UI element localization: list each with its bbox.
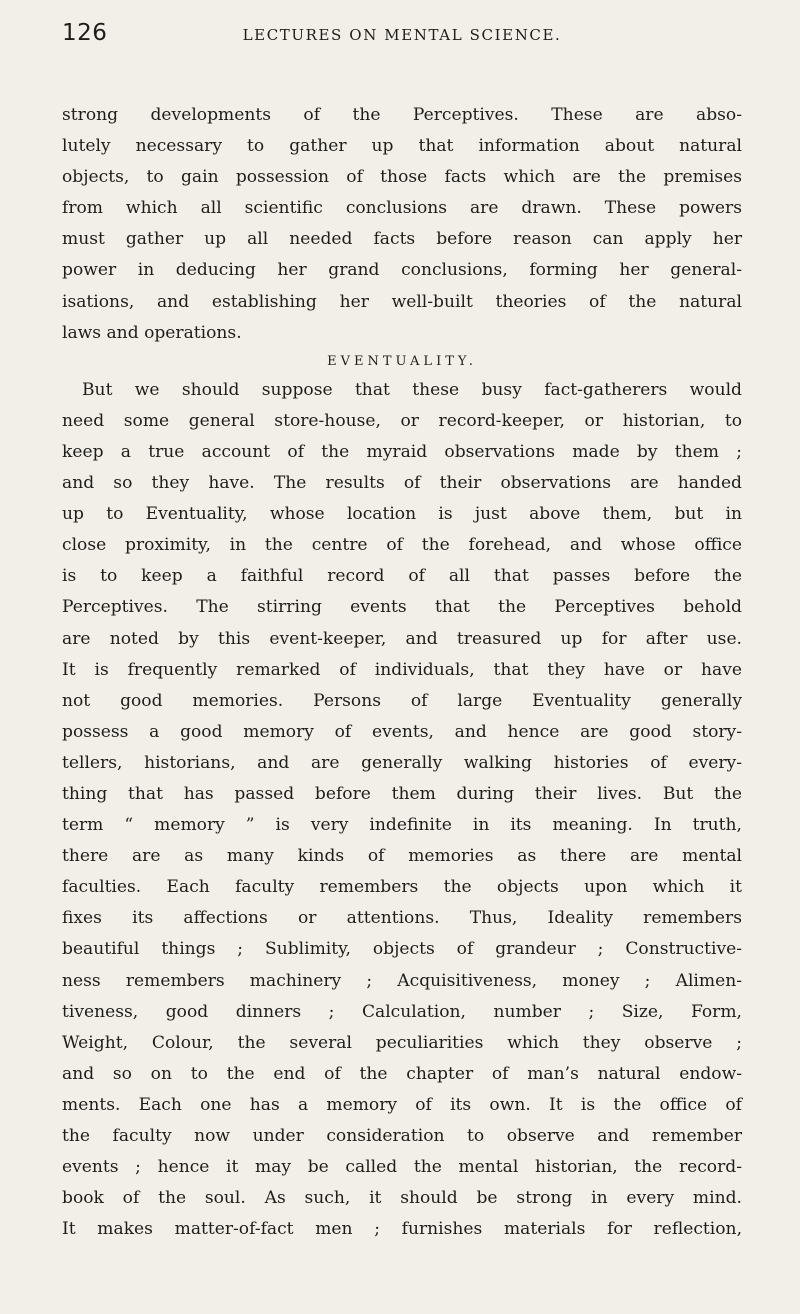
text-line: up to Eventuality, whose location is just above them, but in (62, 504, 742, 525)
text-line: ness remembers machinery ; Acquisitiveness, money ; Alimen- (62, 970, 742, 991)
text-line: term “ memory ” is very indefinite in its meaning. In truth, (62, 815, 742, 836)
text-line: tellers, historians, and are generally walking histories of every- (62, 752, 742, 773)
running-title: LECTURES ON MENTAL SCIENCE. (242, 26, 562, 44)
text-line: objects, to gain possession of those facts which are the premises (62, 167, 742, 188)
text-line: and so they have. The results of their observations are handed (62, 473, 742, 494)
section-heading: EVENTUALITY. (327, 353, 477, 369)
text-line: strong developments of the Perceptives. These are abso- (62, 105, 742, 125)
body-text (62, 100, 742, 1245)
text-line: fixes its affections or attentions. Thus, Ideality remembers (62, 908, 742, 929)
text-line: book of the soul. As such, it should be strong in every mind. (62, 1188, 742, 1209)
text-line: close proximity, in the centre of the forehead, and whose office (62, 535, 742, 556)
text-line: lutely necessary to gather up that information about natural (62, 136, 742, 157)
text-line: laws and operations. (62, 322, 242, 343)
text-line: must gather up all needed facts before reason can apply her (62, 229, 742, 250)
text-line: there are as many kinds of memories as there are mental (62, 846, 742, 867)
text-line: But we should suppose that these busy fact-gatherers would (82, 379, 742, 400)
text-line: ments. Each one has a memory of its own. It is the office of (62, 1094, 742, 1115)
text-line: the faculty now under consideration to observe and remember (62, 1126, 742, 1146)
running-head (62, 18, 742, 66)
text-line: Weight, Colour, the several peculiarities which they observe ; (62, 1032, 742, 1053)
text-line: beautiful things ; Sublimity, objects of grandeur ; Constructive- (62, 939, 742, 960)
text-line: events ; hence it may be called the mental historian, the record- (62, 1157, 742, 1178)
text-line: are noted by this event-keeper, and treasured up for after use. (62, 628, 742, 649)
text-line: Perceptives. The stirring events that the Perceptives behold (62, 597, 742, 618)
text-line: is to keep a faithful record of all that passes before the (62, 566, 742, 587)
page-number: 126 (62, 20, 108, 46)
text-line: It makes matter-of-fact men ; furnishes materials for reflection, (62, 1219, 742, 1240)
text-line: need some general store-house, or record-keeper, or historian, to (62, 410, 742, 431)
text-line: faculties. Each faculty remembers the objects upon which it (62, 877, 742, 898)
text-line: tiveness, good dinners ; Calculation, number ; Size, Form, (62, 1001, 742, 1022)
text-line: keep a true account of the myraid observations made by them ; (62, 441, 742, 462)
text-line: It is frequently remarked of individuals, that they have or have (62, 659, 742, 680)
text-line: isations, and establishing her well-built theories of the natural (62, 291, 742, 312)
text-line: possess a good memory of events, and hence are good story- (62, 721, 742, 742)
text-line: not good memories. Persons of large Eventuality generally (62, 690, 742, 711)
text-line: thing that has passed before them during their lives. But the (62, 783, 742, 804)
text-line: power in deducing her grand conclusions, forming her general- (62, 260, 742, 281)
text-line: and so on to the end of the chapter of man’s natural endow- (62, 1063, 742, 1084)
text-line: from which all scientific conclusions are drawn. These powers (62, 198, 742, 219)
